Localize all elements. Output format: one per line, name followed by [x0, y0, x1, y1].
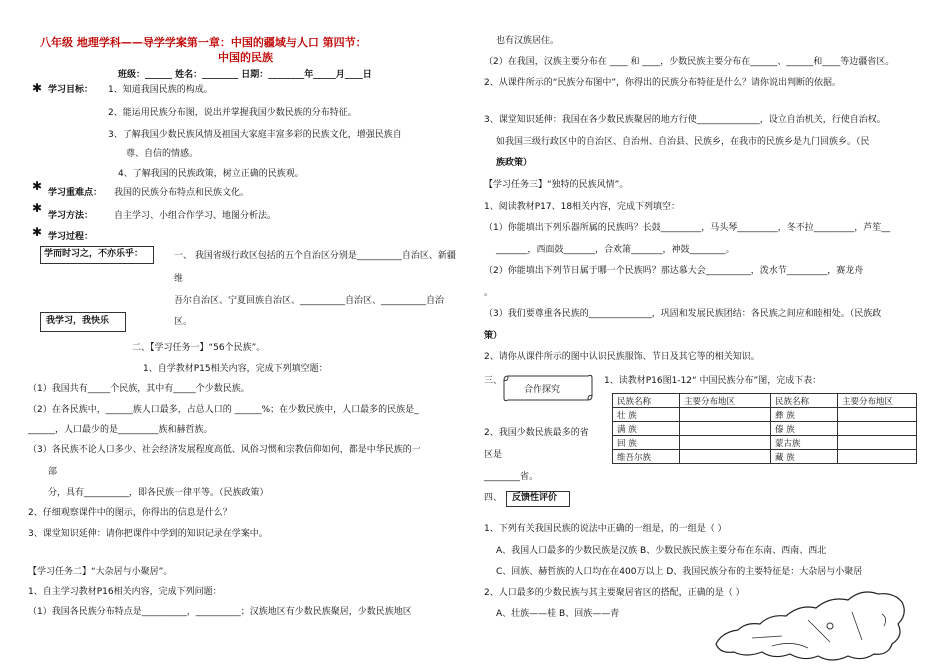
section4-question: 1、下列有关我国民族的说法中正确的一组是，的一组是（ ）	[484, 524, 727, 534]
process-label: 学习过程：	[48, 232, 94, 242]
page-title: 八年级 地理学科——导学学案第一章：中国的疆域与人口 第四节：	[40, 36, 367, 49]
table-cell[interactable]	[680, 450, 771, 464]
section1-line: 区。	[174, 317, 193, 327]
goal-item: 4、了解我国的民族政策，树立正确的民族观。	[118, 169, 304, 179]
goal-item: 尊、自信的情感。	[126, 149, 199, 159]
task3-item: 2、请你从课件所示的图中认识民族服饰、节日及其它等的相关知识。	[484, 352, 760, 362]
task1-item: 2、仔细观察课件中的图示，你得出的信息是什么？	[28, 508, 232, 518]
distribution-table	[612, 393, 917, 464]
table-row	[613, 408, 917, 422]
section3-banner: 合作探究	[524, 385, 561, 395]
section4-number: 四、	[484, 493, 503, 503]
text-line: 如我国三级行政区中的自治区、自治州、自治县、民族乡，在我市的民族乡是九门回族乡。（民	[496, 137, 870, 147]
banner-text: 我学习，我快乐	[46, 316, 110, 326]
task1-question: （2）在各民族中，______族人口最多，占总人口的 ______%；在少数民族中，人口最多的民族是_	[28, 405, 419, 415]
key-label: 学习重难点：	[48, 188, 103, 198]
task3-question: （2）你能填出下列节日属于哪一个民族吗？那达慕大会__________，泼水节_________，赛龙舟	[484, 266, 864, 276]
table-cell[interactable]	[838, 450, 917, 464]
section3-number: 三、	[484, 376, 503, 386]
section1-line: 吾尔自治区、宁夏回族自治区、__________自治区、__________自治	[174, 296, 445, 306]
table-cell[interactable]	[680, 422, 771, 436]
table-row	[613, 450, 917, 464]
task3-question: _______，西面鼓_______，合欢箫_______，神鼓________。	[496, 245, 735, 255]
task3-question: 策）	[484, 331, 503, 341]
star-icon: ✱	[32, 225, 43, 239]
text-line: （2）在我国，汉族主要分布在 ____ 和 ____，少数民族主要分布在______、______和____等边疆省区。	[484, 57, 895, 67]
table-row	[613, 422, 917, 436]
method-label: 学习方法：	[48, 211, 94, 221]
table-cell: 回 族	[613, 436, 680, 450]
table-cell[interactable]	[838, 436, 917, 450]
table-header: 主要分布地区	[680, 394, 771, 408]
key-text: 我国的民族分布特点和民族文化。	[114, 188, 250, 198]
goal-item: 2、能运用民族分布图，说出并掌握我国少数民族的分布特征。	[108, 108, 357, 118]
student-info: 班级：______ 姓名：________ 日期：________年_____月____日	[118, 70, 372, 80]
task3-title: 【学习任务三】“独特的民族风情”。	[484, 180, 629, 190]
table-cell[interactable]	[838, 422, 917, 436]
task1-question: 分，具有__________，即各民族一律平等。（民族政策）	[48, 488, 269, 498]
table-header: 主要分布地区	[838, 394, 917, 408]
task2-intro: 1、自主学习教材P16相关内容，完成下列问题：	[28, 587, 222, 597]
china-map-sketch	[712, 584, 912, 666]
section4-option: A、壮族——桂 B、回族——青	[496, 609, 620, 619]
task3-question: （1）你能填出下列乐器所属的民族吗？长鼓_________，马头琴_________，冬不拉_________，芦笙__	[484, 223, 891, 233]
method-text: 自主学习、小组合作学习、地图分析法。	[114, 211, 277, 221]
goal-label: 学习目标：	[48, 85, 94, 95]
table-cell: 傣 族	[771, 422, 838, 436]
section4-banner: 反馈性评价	[512, 493, 558, 503]
task1-question: 部	[48, 467, 58, 477]
table-cell[interactable]	[680, 408, 771, 422]
table-cell[interactable]	[680, 436, 771, 450]
table-cell[interactable]	[838, 408, 917, 422]
section3-question: ________省。	[484, 472, 539, 482]
section1-line: 维	[174, 274, 184, 284]
goal-item: 1、知道我国民族的构成。	[108, 85, 213, 95]
section3-question: 1、读教材P16图1-12“ 中国民族分布”图，完成下表：	[604, 376, 822, 386]
banner-text: 学而时习之，不亦乐乎：	[44, 249, 144, 259]
table-cell: 满 族	[613, 422, 680, 436]
task1-question: ______，人口最少的是_________族和赫哲族。	[28, 425, 213, 435]
text-line: 也有汉族居住。	[496, 36, 560, 46]
star-icon: ✱	[32, 81, 43, 95]
section4-option: C、回族、赫哲族的人口均在在400万以上 D、我国民族分布的主要特征是：大杂居与小聚居	[496, 567, 863, 577]
section1-line: 一、 我国省级行政区包括的五个自治区分别是__________自治区、新疆	[174, 251, 456, 261]
table-cell: 壮 族	[613, 408, 680, 422]
section4-question: 2、人口最多的少数民族与其主要聚居省区的搭配，正确的是（ ）	[484, 588, 745, 598]
table-header: 民族名称	[613, 394, 680, 408]
table-cell: 蒙古族	[771, 436, 838, 450]
table-header-row	[613, 394, 917, 408]
section3-question: 2、我国少数民族最多的省	[484, 428, 589, 438]
task2-question: （1）我国各民族分布特点是__________，__________；汉族地区有少数民族聚居，少数民族地区	[28, 607, 412, 617]
star-icon: ✱	[32, 201, 43, 215]
task1-item: 3、课堂知识延伸：请你把课件中学到的知识记录在学案中。	[28, 529, 268, 539]
task1-intro: 1、自学教材P15相关内容，完成下列填空题：	[143, 364, 328, 374]
star-icon: ✱	[32, 179, 43, 193]
goal-item: 3、了解我国少数民族风情及祖国大家庭丰富多彩的民族文化，增强民族自	[108, 130, 402, 140]
text-line: 2、从课件所示的“民族分布图中”，你得出的民族分布特征是什么？请你说出判断的依据。	[484, 78, 842, 88]
text-line: 族政策）	[496, 158, 533, 168]
task3-question: （3）我们要尊重各民族的______________，巩固和发展民族团结：各民族之间应和睦相处。（民族政	[484, 309, 882, 319]
table-cell: 藏 族	[771, 450, 838, 464]
task1-question: （1）我国共有_____个民族，其中有_____个少数民族。	[28, 384, 250, 394]
task1-title: 二、【学习任务一】“56个民族”。	[132, 343, 266, 353]
table-cell: 维吾尔族	[613, 450, 680, 464]
task1-question: （3）各民族不论人口多少、社会经济发展程度高低、风俗习惯和宗教信仰如何，都是中华民族的一	[28, 445, 421, 455]
text-line: 3、课堂知识延伸：我国在各少数民族聚居的地方行使______________，设立自治机关，行使自治权。	[484, 115, 886, 125]
task3-intro: 1、阅读教材P17、18相关内容，完成下列填空：	[484, 202, 681, 212]
section4-option: A、我国人口最多的少数民族是汉族 B、少数民族民族主要分布在东南、西南、西北	[496, 546, 827, 556]
task3-question: 。	[484, 288, 494, 298]
section3-question: 区是	[484, 450, 503, 460]
task2-title: 【学习任务二】“大杂居与小聚居”。	[28, 567, 173, 577]
table-header: 民族名称	[771, 394, 838, 408]
table-row	[613, 436, 917, 450]
page-title-line2: 中国的民族	[218, 51, 273, 64]
table-cell: 彝 族	[771, 408, 838, 422]
